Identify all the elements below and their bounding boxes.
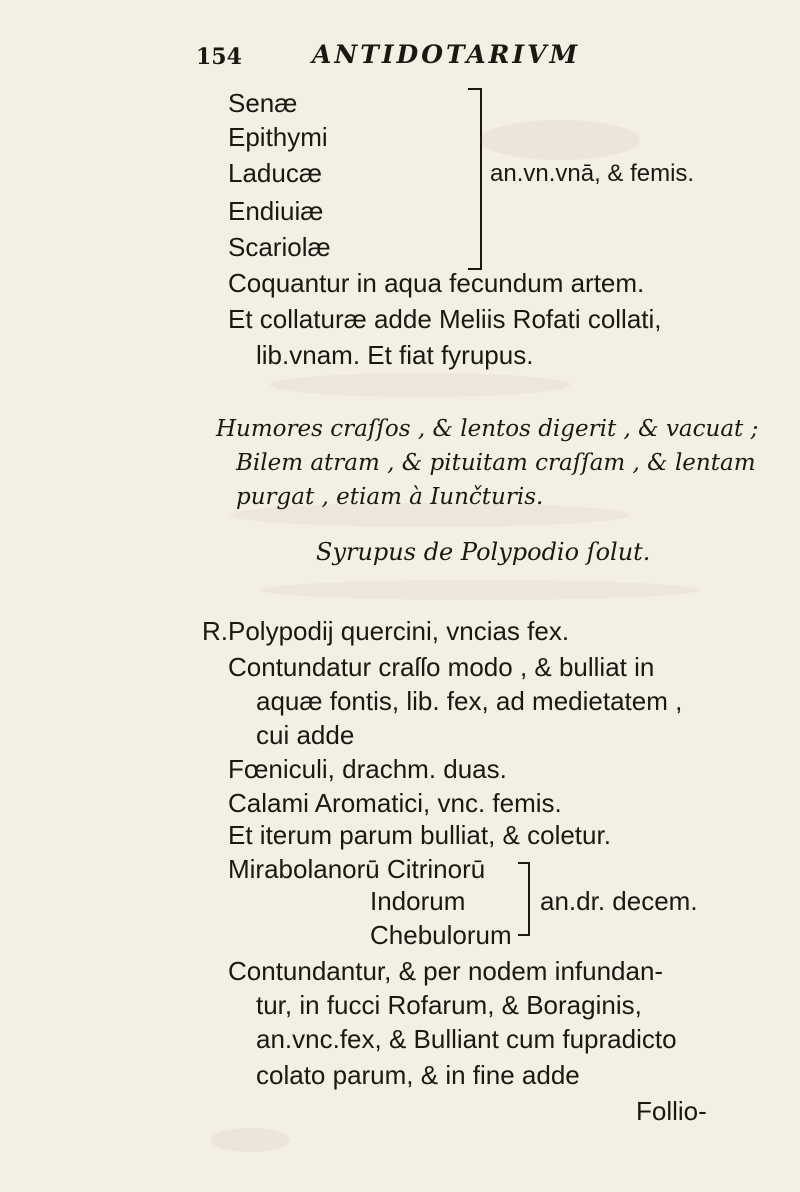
virtues-line-3: purgat , etiam à Iunčturis. — [236, 484, 544, 510]
recipe2-after-3: an.vnc.fex, & Bulliant cum fupradicto — [256, 1024, 677, 1054]
page-number: 154 — [196, 44, 242, 70]
group-ingredient-chebulorum: Chebulorum — [370, 920, 512, 950]
recipe2-after-4: colato parum, & in fine adde — [256, 1060, 580, 1090]
recipe2-line-8: Mirabolanorū Citrinorū — [228, 854, 486, 884]
catchword: Follio- — [636, 1096, 707, 1126]
recipe2-line-4: cui adde — [256, 720, 355, 750]
ingredient-scariolae: Scariolæ — [228, 232, 331, 262]
running-title: ANTIDOTARIVM — [312, 40, 581, 69]
virtues-line-2: Bilem atram , & pituitam craſſam , & lentam — [236, 450, 756, 476]
recipe2-after-2: tur, in fucci Rofarum, & Boraginis, — [256, 990, 642, 1020]
recipe2-title: Syrupus de Polypodio ſolut. — [316, 538, 651, 566]
recipe1-line-2: Et collaturæ adde Meliis Rofati collati, — [228, 304, 662, 334]
group-dose: an.dr. decem. — [540, 886, 698, 916]
group-ingredient-indorum: Indorum — [370, 886, 466, 916]
ingredient-sennae: Senæ — [228, 88, 298, 118]
group-brace-stem — [528, 862, 530, 936]
ingredient-epithymi: Epithymi — [228, 122, 328, 152]
virtues-line-1: Humores craſſos , & lentos digerit , & vacuat ; — [216, 416, 759, 442]
recipe2-line-1: R.Polypodij quercini, vncias fex. — [202, 616, 570, 646]
ingredient-endiviae: Endiuiæ — [228, 196, 324, 226]
recipe2-after-1: Contundantur, & per nodem infundan- — [228, 956, 664, 986]
recipe2-line-7: Et iterum parum bulliat, & coletur. — [228, 820, 611, 850]
recipe1-line-3: lib.vnam. Et fiat fyrupus. — [256, 340, 534, 370]
recipe2-line-2: Contundatur craſſo modo , & bulliat in — [228, 652, 655, 682]
recipe2-line-6: Calami Aromatici, vnc. femis. — [228, 788, 562, 818]
recipe1-dose: an.vn.vnā, & femis. — [490, 160, 695, 187]
group-brace-bottom — [518, 934, 530, 936]
ingredient-brace — [468, 88, 482, 270]
recipe1-line-1: Coquantur in aqua fecundum artem. — [228, 268, 645, 298]
ingredient-lactucae: Laducæ — [228, 158, 322, 188]
recipe2-line-3: aquæ fontis, lib. fex, ad medietatem , — [256, 686, 683, 716]
recipe2-line-5: Fœniculi, drachm. duas. — [228, 754, 507, 784]
